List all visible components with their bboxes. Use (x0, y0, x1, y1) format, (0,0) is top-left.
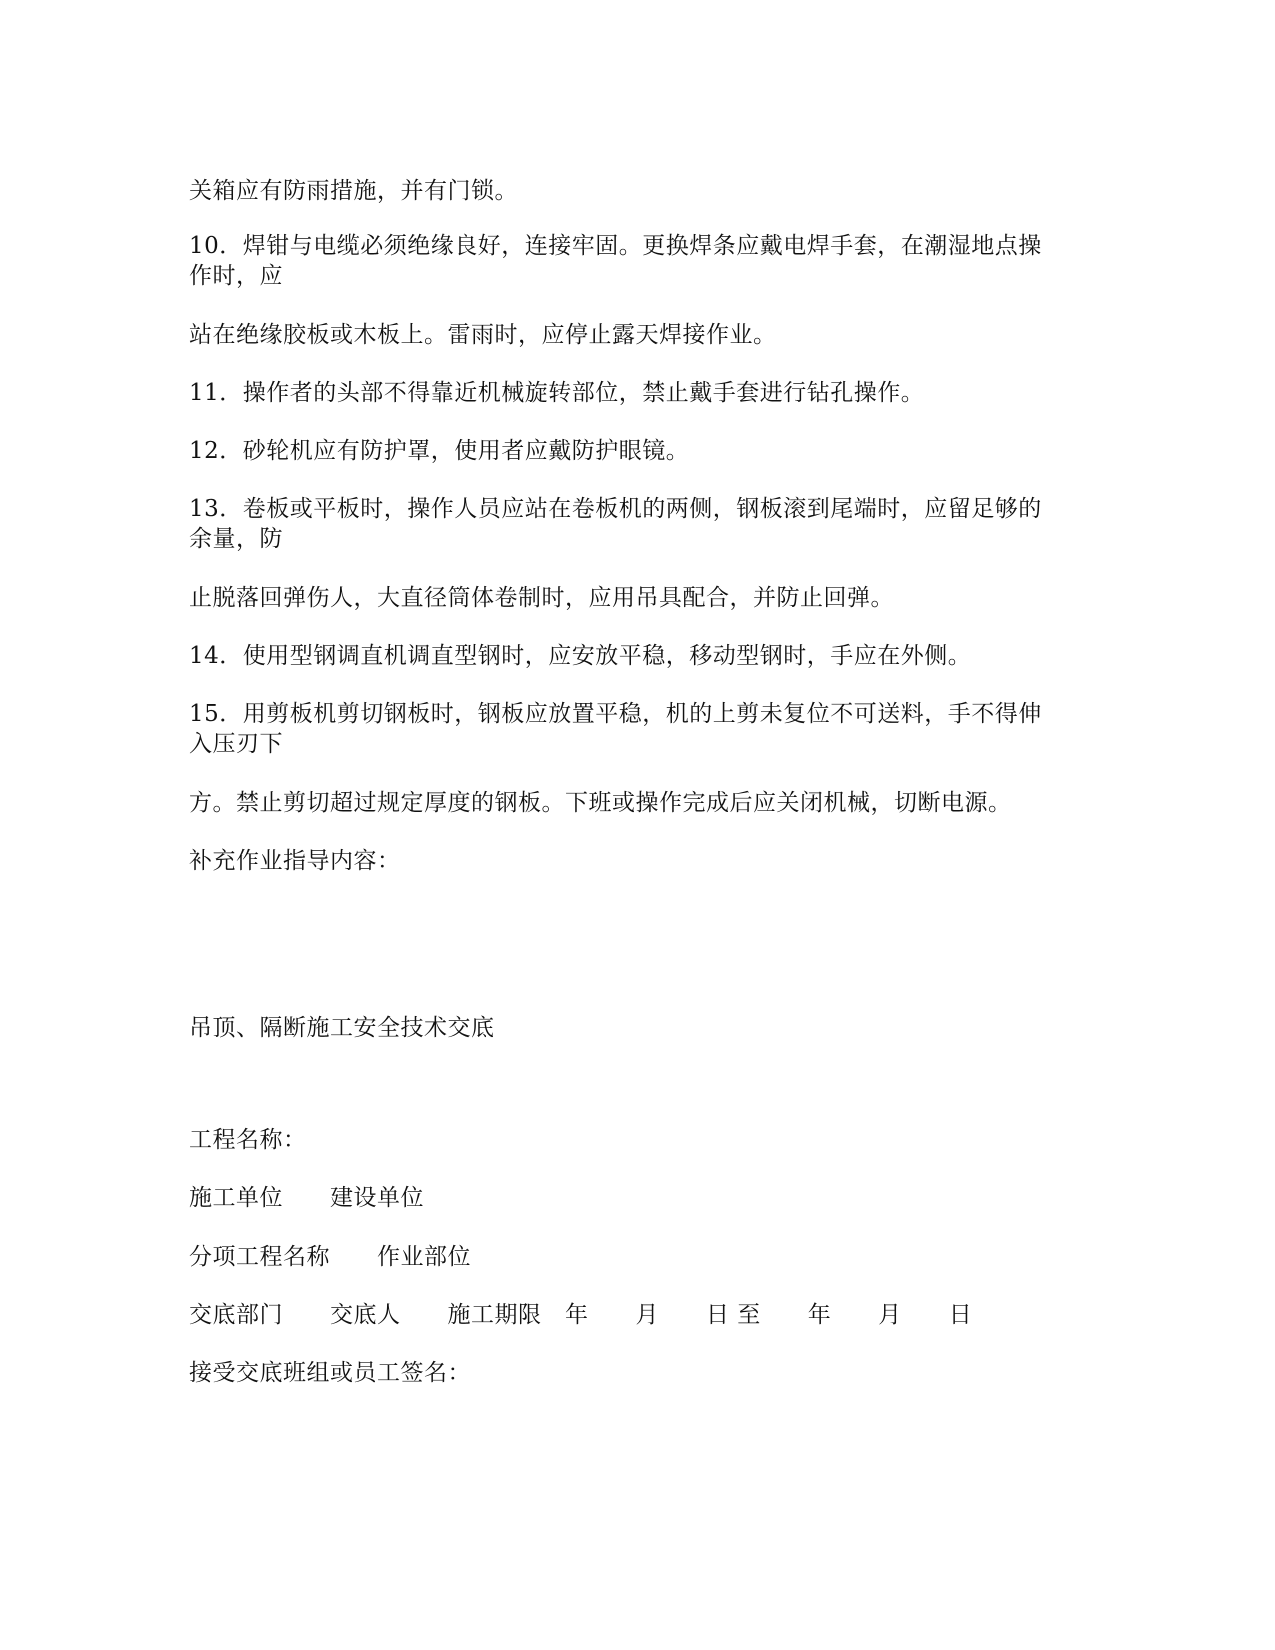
text-line-item-12: 12．砂轮机应有防护罩，使用者应戴防护眼镜。 (189, 438, 690, 464)
subproject-label: 分项工程名称 作业部位 (189, 1244, 471, 1270)
project-name-label: 工程名称： (189, 1127, 307, 1153)
text-line-item-13: 13．卷板或平板时，操作人员应站在卷板机的两侧，钢板滚到尾端时，应留足够的余量，防 (189, 496, 1042, 552)
text-line-item-10: 10．焊钳与电缆必须绝缘良好，连接牢固。更换焊条应戴电焊手套，在潮湿地点操作时，应 (189, 233, 1042, 289)
handover-info-label: 交底部门 交底人 施工期限 年 月 日 至 年 月 日 (189, 1302, 973, 1328)
signature-label: 接受交底班组或员工签名： (189, 1360, 471, 1386)
text-line-item-15: 15．用剪板机剪切钢板时，钢板应放置平稳，机的上剪未复位不可送料，手不得伸入压刃下 (189, 701, 1042, 757)
section-title: 吊顶、隔断施工安全技术交底 (189, 1015, 495, 1041)
text-line-item-14: 14．使用型钢调直机调直型钢时，应安放平稳，移动型钢时，手应在外侧。 (189, 643, 972, 669)
text-line-3: 站在绝缘胶板或木板上。雷雨时，应停止露天焊接作业。 (189, 322, 777, 348)
text-line-item-11: 11．操作者的头部不得靠近机械旋转部位，禁止戴手套进行钻孔操作。 (189, 380, 925, 406)
text-line-1: 关箱应有防雨措施，并有门锁。 (189, 178, 518, 204)
supplement-label: 补充作业指导内容： (189, 848, 401, 874)
text-line-7: 止脱落回弹伤人，大直径筒体卷制时，应用吊具配合，并防止回弹。 (189, 585, 894, 611)
text-line-10: 方。禁止剪切超过规定厚度的钢板。下班或操作完成后应关闭机械，切断电源。 (189, 790, 1012, 816)
construction-unit-label: 施工单位 建设单位 (189, 1185, 424, 1211)
